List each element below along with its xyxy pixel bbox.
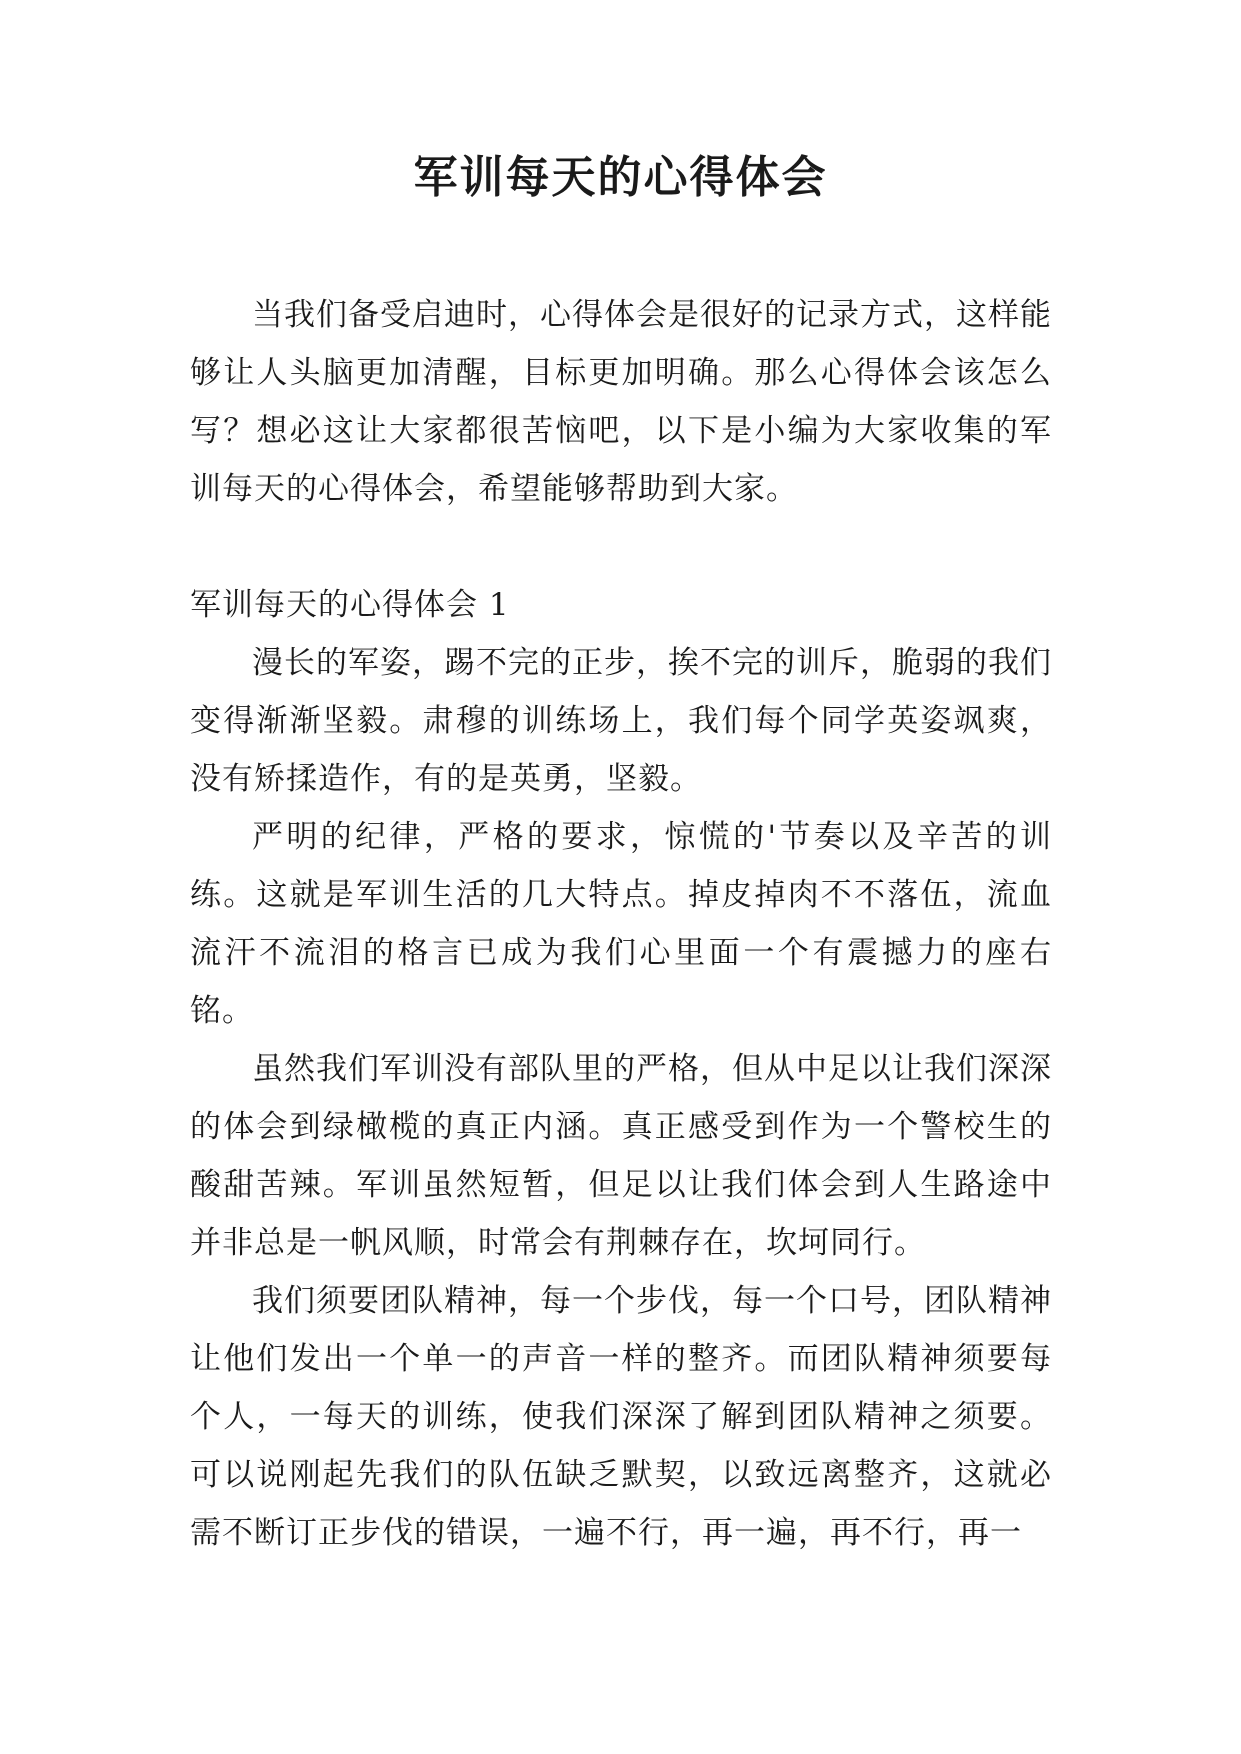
body-paragraph: 我们须要团队精神，每一个步伐，每一个口号，团队精神让他们发出一个单一的声音一样的整齐。而团队精神须要每个人，一每天的训练，使我们深深了解到团队精神之须要。可以说刚起先我们的队伍缺乏默契，以致远离整齐，这就必需不断订正步伐的错误，一遍不行，再一遍，再不行，再一 [190, 1283, 1052, 1551]
document-body [190, 286, 1052, 1562]
section-1 [190, 576, 1052, 1562]
intro-paragraph: 当我们备受启迪时，心得体会是很好的记录方式，这样能够让人头脑更加清醒，目标更加明确。那么心得体会该怎么写？想必这让大家都很苦恼吧，以下是小编为大家收集的军训每天的心得体会，希望能够帮助到大家。 [190, 297, 1052, 507]
body-paragraph: 严明的纪律，严格的要求，惊慌的'节奏以及辛苦的训练。这就是军训生活的几大特点。掉皮掉肉不不落伍，流血流汗不流泪的格言已成为我们心里面一个有震撼力的座右铭。 [190, 819, 1052, 1029]
body-paragraph: 虽然我们军训没有部队里的严格，但从中足以让我们深深的体会到绿橄榄的真正内涵。真正感受到作为一个警校生的酸甜苦辣。军训虽然短暂，但足以让我们体会到人生路途中并非总是一帆风顺，时常会有荆棘存在，坎坷同行。 [190, 1051, 1052, 1261]
document-title: 军训每天的心得体会 [413, 152, 828, 203]
section-heading: 军训每天的心得体会 1 [190, 587, 510, 623]
body-paragraph: 漫长的军姿，踢不完的正步，挨不完的训斥，脆弱的我们变得渐渐坚毅。肃穆的训练场上，我们每个同学英姿飒爽，没有矫揉造作，有的是英勇，坚毅。 [190, 645, 1052, 797]
